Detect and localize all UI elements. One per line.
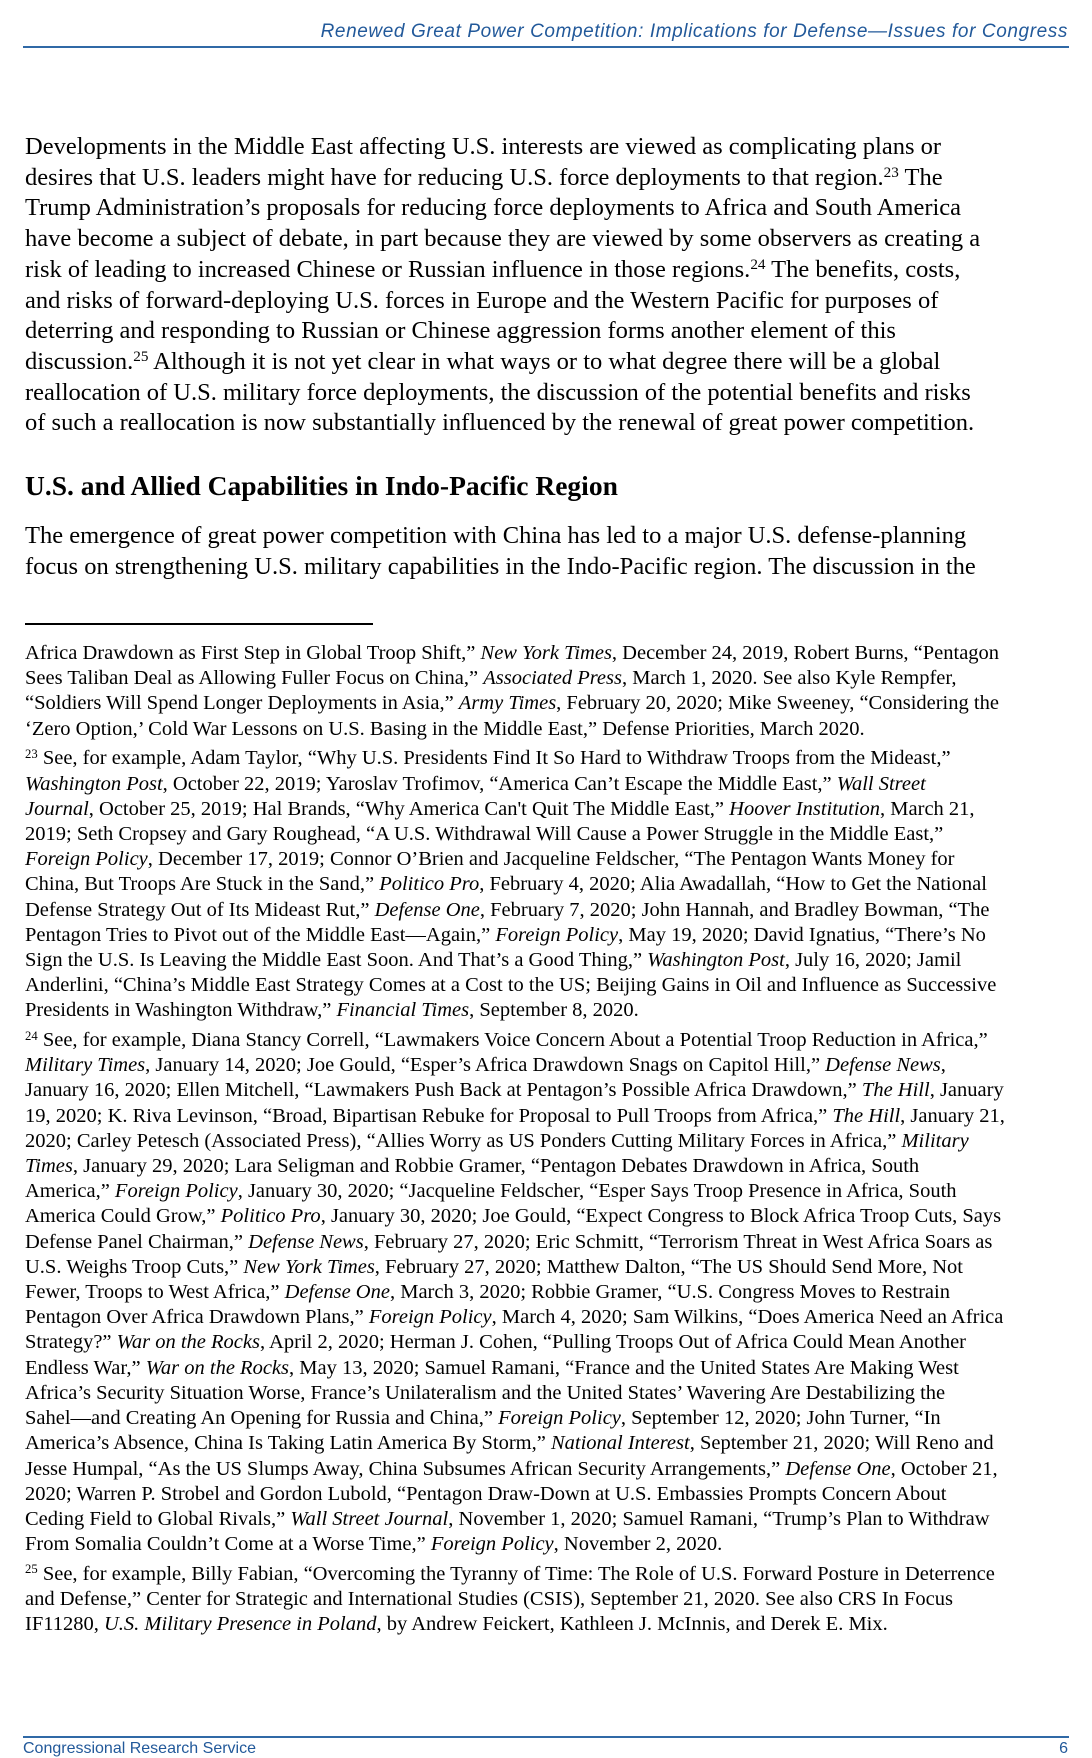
italic-title: Defense One [284, 1281, 390, 1304]
body-paragraph-1 [25, 132, 1070, 439]
italic-title: Army Times [458, 692, 557, 715]
italic-title: Washington Post [25, 772, 163, 795]
italic-title: National Interest [550, 1432, 690, 1455]
italic-title: Military [901, 1129, 969, 1152]
footnote-line: “Soldiers Will Spend Longer Deployments in Asia,” Army Times, February 20, 2020; Mike Sweeney, “Considering the [25, 692, 999, 715]
body-line: desires that U.S. leaders might have for reducing U.S. force deployments to that region.$^{23}$ The [25, 163, 943, 191]
footnote-line: America’s Absence, China Is Taking Latin America By Storm,” National Interest, September 21, 2020; Will Reno and [25, 1432, 994, 1455]
footnote-reference: 23 [25, 746, 38, 761]
italic-title: Defense News [248, 1230, 364, 1253]
italic-title: Politico Pro [220, 1205, 321, 1228]
footnote-line: $^{23}$ See, for example, Adam Taylor, “Why U.S. Presidents Find It So Hard to Withdraw Troops from the Mideast,” [25, 746, 951, 770]
footnote-line: IF11280, U.S. Military Presence in Poland, by Andrew Feickert, Kathleen J. McInnis, and Derek E. Mix. [25, 1613, 888, 1636]
footnote-line: America,” Foreign Policy, January 30, 2020; “Jacqueline Feldscher, “Esper Says Troop Presence in Africa, South [25, 1180, 957, 1203]
footnote-25 [25, 1562, 1070, 1638]
body-line: The emergence of great power competition with China has led to a major U.S. defense-planning [25, 522, 967, 549]
footnote-line: Pentagon Over Africa Drawdown Plans,” Foreign Policy, March 4, 2020; Sam Wilkins, “Does America Need an Africa [25, 1306, 1004, 1329]
footnote-line: January 16, 2020; Ellen Mitchell, “Lawmakers Push Back at Pentagon’s Possible Africa Drawdown,” The Hill, January [25, 1079, 1004, 1102]
footnote-continued [25, 641, 1070, 742]
footnote-line: Sign the U.S. Is Leaving the Middle East Soon. And That’s a Good Thing,” Washington Post, July 16, 2020; Jamil [25, 948, 962, 971]
italic-title: Wall Street [836, 772, 926, 795]
footnote-line: Africa Drawdown as First Step in Global Troop Shift,” New York Times, December 24, 2019, Robert Burns, “Pentagon [25, 642, 1000, 664]
footnote-reference: 24 [750, 256, 766, 274]
footnote-line: ‘Zero Option,’ Cold War Lessons on U.S. Basing in the Middle East,” Defense Priorities, March 2020. [25, 717, 865, 740]
footnotes-block [25, 641, 1070, 1637]
italic-title: Foreign Policy [498, 1407, 621, 1430]
footnote-line: Ceding Field to Global Rivals,” Wall Street Journal, November 1, 2020; Samuel Ramani, “Trump’s Plan to Withdraw [25, 1507, 990, 1530]
footnote-line: Endless War,” War on the Rocks, May 13, 2020; Samuel Ramani, “France and the United States Are Making West [25, 1356, 959, 1379]
footnote-line: Jesse Humpal, “As the US Slumps Away, China Subsumes African Security Arrangements,” Defense One, October 21, [25, 1457, 998, 1480]
footnote-line: Anderlini, “China’s Middle East Strategy Comes at a Cost to the US; Beijing Gains in Oil and Influence as Successive [25, 974, 997, 997]
footer-rule [23, 1736, 1069, 1738]
footnote-reference: 25 [25, 1562, 38, 1577]
body-paragraph-2 [25, 521, 1070, 582]
italic-title: U.S. Military Presence in Poland [103, 1613, 377, 1636]
section-heading: U.S. and Allied Capabilities in Indo-Pacific Region [25, 470, 618, 501]
footnote-line: Sees Taliban Deal as Allowing Fuller Focus on China,” Associated Press, March 1, 2020. See also Kyle Rempfer, [25, 667, 957, 690]
footnote-line: 19, 2020; K. Riva Levinson, “Broad, Bipartisan Rebuke for Proposal to Pull Troops from Africa,” The Hill, January 21, [25, 1104, 1005, 1127]
italic-title: Politico Pro [379, 873, 480, 896]
body-line: risk of leading to increased Chinese or Russian influence in those regions.$^{24}$ The benefits, costs, [25, 255, 961, 283]
italic-title: New York Times [243, 1255, 375, 1278]
footnote-line: Sahel—and Creating An Opening for Russia and China,” Foreign Policy, September 12, 2020; John Turner, “In [25, 1407, 941, 1430]
footnote-line: Military Times, January 14, 2020; Joe Gould, “Esper’s Africa Drawdown Snags on Capitol Hill,” Defense News, [25, 1054, 946, 1077]
body-line: focus on strengthening U.S. military capabilities in the Indo-Pacific region. The discussion in the [25, 552, 976, 580]
header-rule [23, 46, 1069, 48]
footnote-reference: 24 [25, 1028, 38, 1043]
footnote-line: $^{25}$ See, for example, Billy Fabian, “Overcoming the Tyranny of Time: The Role of U.S. Forward Posture in Deterrence [25, 1562, 995, 1585]
body-line: of such a reallocation is now substantially influenced by the renewal of great power competition. [25, 409, 975, 437]
footnote-23 [25, 746, 1070, 1023]
footnote-line: Defense Panel Chairman,” Defense News, February 27, 2020; Eric Schmitt, “Terrorism Threat in West Africa Soars as [25, 1230, 993, 1253]
italic-title: War on the Rocks [116, 1331, 260, 1354]
body-line: Trump Administration’s proposals for reducing force deployments to Africa and South America [25, 194, 962, 222]
footnote-line: 2019; Seth Cropsey and Gary Roughead, “A U.S. Withdrawal Will Cause a Power Struggle in the Middle East,” [25, 822, 944, 845]
footnote-line: Washington Post, October 22, 2019; Yaroslav Trofimov, “America Can’t Escape the Middle East,” Wall Street [25, 772, 926, 795]
footnote-line: From Somalia Couldn’t Come at a Worse Time,” Foreign Policy, November 2, 2020. [25, 1533, 723, 1556]
footnote-line: Africa’s Security Situation Worse, France’s Unilateralism and the United States’ Wavering Are Destabilizing the [25, 1381, 946, 1404]
body-line: reallocation of U.S. military force deployments, the discussion of the potential benefits and risks [25, 378, 971, 406]
footnote-line: 2020; Warren P. Strobel and Gordon Lubold, “Pentagon Draw-Down at U.S. Embassies Prompts Concern About [25, 1482, 947, 1505]
italic-title: Defense One [785, 1457, 891, 1480]
italic-title: The Hill [832, 1104, 901, 1127]
body-line: have become a subject of debate, in part because they are viewed by some observers as creating a [25, 225, 981, 253]
footnote-line: and Defense,” Center for Strategic and International Studies (CSIS), September 21, 2020. See also CRS In Focus [25, 1588, 954, 1611]
italic-title: Associated Press [483, 667, 622, 690]
body-line: and risks of forward-deploying U.S. forces in Europe and the Western Pacific for purposes of [25, 286, 939, 314]
italic-title: Foreign Policy [495, 923, 619, 946]
italic-title: Financial Times [336, 999, 470, 1022]
italic-title: Hoover Institution [729, 797, 881, 820]
body-line: deterring and responding to Russian or Chinese aggression forms another element of this [25, 317, 896, 345]
footnote-line: Strategy?” War on the Rocks, April 2, 2020; Herman J. Cohen, “Pulling Troops Out of Africa Could Mean Another [25, 1331, 967, 1354]
footnote-line: China, But Troops Are Stuck in the Sand,” Politico Pro, February 4, 2020; Alia Awadallah, “How to Get the National [25, 873, 987, 896]
italic-title: Foreign Policy [114, 1180, 238, 1203]
footnote-line: U.S. Weighs Troop Cuts,” New York Times, February 27, 2020; Matthew Dalton, “The US Should Send More, Not [25, 1255, 963, 1278]
body-line: discussion.$^{25}$ Although it is not yet clear in what ways or to what degree there will be a global [25, 347, 941, 375]
footnote-separator [25, 623, 373, 625]
footnote-24 [25, 1028, 1070, 1557]
page-number: 6 [1059, 1740, 1068, 1757]
footnote-line: 2020; Carley Petesch (Associated Press), “Allies Worry as US Ponders Cutting Military Forces in Africa,” Military [25, 1129, 969, 1152]
running-header-title: Renewed Great Power Competition: Implications for Defense—Issues for Congress [320, 21, 1068, 42]
italic-title: New York Times [480, 642, 612, 664]
italic-title: Defense One [374, 898, 480, 921]
footnote-line: Journal, October 25, 2019; Hal Brands, “Why America Can't Quit The Middle East,” Hoover Institution, March 21, [25, 797, 975, 820]
footnote-reference: 23 [883, 164, 899, 182]
italic-title: Wall Street Journal [290, 1507, 449, 1530]
footnote-line: Fewer, Troops to West Africa,” Defense One, March 3, 2020; Robbie Gramer, “U.S. Congress Moves to Restrain [25, 1281, 950, 1304]
footnote-line: America Could Grow,” Politico Pro, January 30, 2020; Joe Gould, “Expect Congress to Block Africa Troop Cuts, Says [25, 1205, 1002, 1228]
footer-publisher: Congressional Research Service [23, 1740, 256, 1757]
italic-title: The Hill [861, 1079, 930, 1102]
italic-title: Military Times [25, 1054, 146, 1077]
italic-title: Times [25, 1155, 73, 1178]
footnote-line: Presidents in Washington Withdraw,” Financial Times, September 8, 2020. [25, 999, 639, 1022]
footnote-line: $^{24}$ See, for example, Diana Stancy Correll, “Lawmakers Voice Concern About a Potential Troop Reduction in Africa,” [25, 1028, 988, 1052]
italic-title: War on the Rocks [145, 1356, 289, 1379]
footnote-line: Defense Strategy Out of Its Mideast Rut,” Defense One, February 7, 2020; John Hannah, and Bradley Bowman, “The [25, 898, 990, 921]
footnote-reference: 25 [133, 348, 149, 366]
footnote-line: Pentagon Tries to Pivot out of the Middle East—Again,” Foreign Policy, May 19, 2020; David Ignatius, “There’s No [25, 923, 986, 946]
italic-title: Foreign Policy [430, 1533, 554, 1556]
footnote-line: Foreign Policy, December 17, 2019; Connor O’Brien and Jacqueline Feldscher, “The Pentagon Wants Money for [25, 848, 955, 871]
italic-title: Washington Post [647, 948, 785, 971]
body-line: Developments in the Middle East affecting U.S. interests are viewed as complicating plans or [25, 133, 942, 160]
italic-title: Foreign Policy [368, 1306, 492, 1329]
italic-title: Foreign Policy [25, 848, 148, 871]
footnote-line: Times, January 29, 2020; Lara Seligman and Robbie Gramer, “Pentagon Debates Drawdown in Africa, South [25, 1155, 920, 1178]
italic-title: Journal [25, 797, 89, 820]
italic-title: Defense News [825, 1054, 941, 1077]
